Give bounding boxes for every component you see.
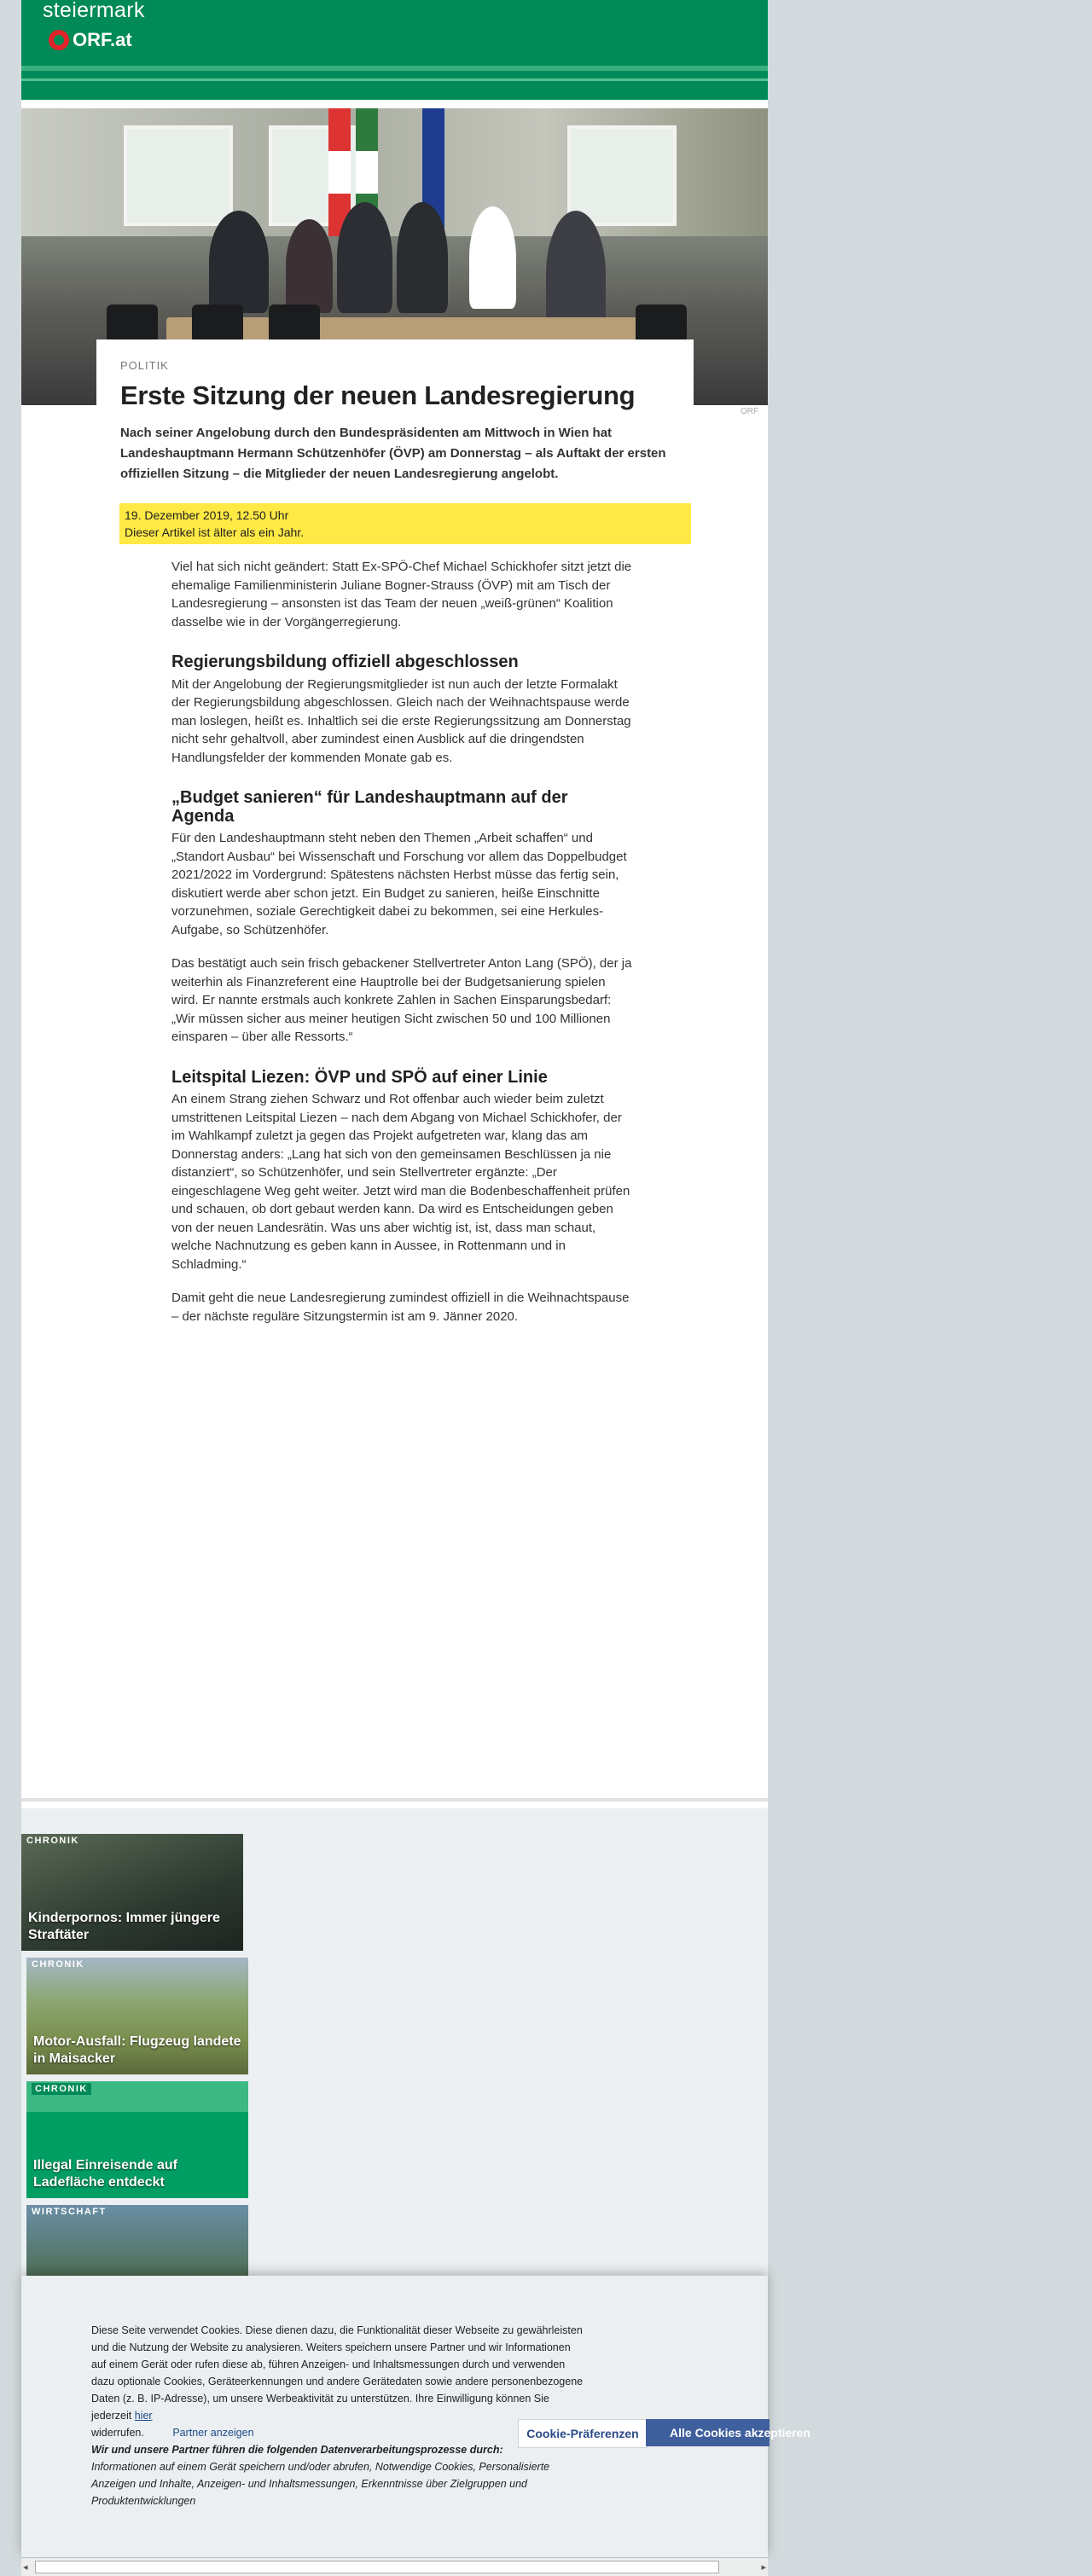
region-title[interactable]: steiermark (43, 0, 145, 22)
article-age-note: Dieser Artikel ist älter als ein Jahr. (125, 525, 305, 539)
article-title: Erste Sitzung der neuen Landesregierung (120, 380, 636, 410)
hero-person (469, 206, 516, 309)
cookie-revoke-link[interactable]: hier (134, 2410, 153, 2422)
orf-logo-icon (49, 30, 69, 50)
cookie-banner (21, 2276, 810, 2557)
section-heading: Regierungsbildung offiziell abgeschlossen (171, 653, 519, 671)
hero-person (286, 219, 333, 313)
accept-all-cookies-button[interactable]: Alle Cookies akzeptieren (646, 2419, 770, 2446)
teaser-card[interactable] (26, 1958, 248, 2074)
cookie-purposes: Informationen auf einem Gerät speichern und/oder abrufen, Notwendige Cookies, Personalisierte Anzeigen und Inhalte, Anzeigen- und Inhaltsmessungen, Erkenntnisse über Zielgruppen und Produktentwicklungen (91, 2461, 550, 2507)
article-header (96, 339, 694, 484)
article-lead: Nach seiner Angelobung durch den Bundespräsidenten am Mittwoch in Wien hat Landeshauptmann Hermann Schützenhöfer (ÖVP) am Donnerstag – als Auftakt der ersten offiziellen Sitzung – die Mitglieder der neuen Landesregierung angelobt. (120, 426, 666, 481)
cookie-preferences-button[interactable]: Cookie-Präferenzen (518, 2419, 648, 2448)
site-header (21, 0, 768, 100)
teaser-category: CHRONIK (32, 1959, 84, 1970)
paragraph: Mit der Angelobung der Regierungsmitglieder ist nun auch der letzte Formalakt der Regierungsbildung abgeschlossen. Gleich nach der Weihnachtspause werde man loslegen, heißt es. Inhaltlich sei die erste Regierungssitzung am Donnerstag nicht sehr gehaltvoll, aber zumindest einen Ausblick auf die dringendsten Handlungsfelder der kommenden Monate gab es. (171, 676, 631, 765)
section-heading: „Budget sanieren“ für Landeshauptmann auf der Agenda (171, 788, 568, 826)
teaser-card[interactable] (26, 2081, 248, 2198)
cookie-text (91, 2322, 586, 2509)
orf-logo[interactable] (49, 29, 132, 51)
cookie-description: Diese Seite verwendet Cookies. Diese dienen dazu, die Funktionalität dieser Webseite zu gewährleisten und die Nutzung der Website zu analysieren. Weiters speichern unsere Partner und wir Informationen auf einem Gerät oder rufen diese ab, führen Anzeigen- und Inhaltsmessungen durch und verwenden dazu optionale Cookies, Geräteerkennungen und andere Gerätedaten sowie andere personenbezogene Daten (z. B. IP-Adresse), um unsere Werbeaktivität zu unterstützen. Ihre Einwilligung können Sie jederzeit (91, 2324, 584, 2422)
page-frame (21, 0, 768, 2575)
cookie-purposes-heading: Wir und unsere Partner führen die folgenden Datenverarbeitungsprozesse durch: (91, 2444, 503, 2456)
teaser-card[interactable] (21, 1834, 243, 1951)
date-box (119, 503, 691, 544)
cookie-description-end: widerrufen. (91, 2427, 144, 2439)
scroll-right-icon[interactable]: ▸ (761, 2562, 766, 2573)
teaser-category: WIRTSCHAFT (32, 2207, 107, 2217)
orf-logo-text: ORF.at (73, 29, 132, 50)
teaser-category: CHRONIK (32, 2083, 91, 2095)
horizontal-scrollbar[interactable] (21, 2557, 768, 2576)
teaser-category: CHRONIK (26, 1836, 79, 1846)
paragraph: Viel hat sich nicht geändert: Statt Ex-SPÖ-Chef Michael Schickhofer sitzt jetzt die ehemalige Familienministerin Juliane Bogner-Strauss (ÖVP) mit am Tisch der Landesregierung – ansonsten ist das Team der neuen „weiß-grünen“ Koalition dasselbe wie in der Vorgängerregierung. (171, 560, 632, 629)
paragraph: Damit geht die neue Landesregierung zumindest offiziell in die Weihnachtspause – der nächste reguläre Sitzungstermin ist am 9. Jänner 2020. (171, 1291, 630, 1324)
hero-person (397, 202, 448, 313)
scroll-left-icon[interactable]: ◂ (23, 2562, 28, 2573)
section-heading: Leitspital Liezen: ÖVP und SPÖ auf einer Linie (171, 1067, 548, 1087)
paragraph: Für den Landeshauptmann steht neben den Themen „Arbeit schaffen“ und „Standort Ausbau“ bei Wissenschaft und Forschung vor allem das Doppelbudget 2021/2022 im Vordergrund: Spätestens nächsten Herbst müsse das fertig sein, diskutiert werde aber schon jetzt. Ein Budget zu sanieren, heiße Einschnitte vorzunehmen, soziale Gerechtigkeit dabei zu bekommen, sei eine Herkules-Aufgabe, so Schützenhöfer. (171, 831, 627, 937)
teaser-title: Illegal Einreisende auf Ladefläche entdeckt (33, 2158, 177, 2190)
partner-link[interactable]: Partner anzeigen (172, 2427, 254, 2439)
header-stripe (21, 66, 768, 71)
teaser-title: Kinderpornos: Immer jüngere Straftäter (28, 1911, 220, 1942)
header-stripe-thin (21, 78, 768, 81)
article-kicker[interactable]: POLITIK (120, 359, 169, 372)
scrollbar-thumb[interactable] (35, 2561, 719, 2573)
article-date: 19. Dezember 2019, 12.50 Uhr (125, 508, 289, 522)
hero-person (337, 202, 392, 313)
paragraph: An einem Strang ziehen Schwarz und Rot offenbar auch wieder beim zuletzt umstrittenen Leitspital Liezen – nach dem Abgang von Michael Schickhofer, der im Wahlkampf zuletzt ja gegen das Projekt aufgetreten war, klang das am Donnerstag anders: „Lang hat sich von den gemeinsamen Beschlüssen ja nie distanziert“, so Schützenhöfer, und sein Stellvertreter ergänzte: „Der eingeschlagene Weg geht weiter. Jetzt wird man die Bodenbeschaffenheit prüfen und schauen, ob dort gebaut werden kann. Da wird es Entscheidungen geben von der neuen Landesrätin. Was uns aber wichtig ist, ist, dass man schaut, welche Nachnutzung es geben kann in Aussee, in Rottenmann und in Schladming.“ (171, 1092, 630, 1272)
hero-person (209, 211, 269, 313)
hero-window (124, 125, 233, 226)
article-body (171, 558, 632, 1341)
image-credit: ORF (741, 407, 759, 416)
teaser-separator (21, 1798, 768, 1801)
hero-window (567, 125, 677, 226)
teaser-title: Motor-Ausfall: Flugzeug landete in Maisacker (33, 2034, 241, 2066)
paragraph: Das bestätigt auch sein frisch gebackener Stellvertreter Anton Lang (SPÖ), der ja weiterhin als Finanzreferent eine Hauptrolle bei der Budgetsanierung spielen wird. Er nannte erstmals auch konkrete Zahlen in Sachen Einsparungsbedarf: „Wir müssen sicher aus meiner heutigen Sicht zwischen 50 und 100 Millionen einsparen – über alle Ressorts.“ (171, 956, 632, 1044)
